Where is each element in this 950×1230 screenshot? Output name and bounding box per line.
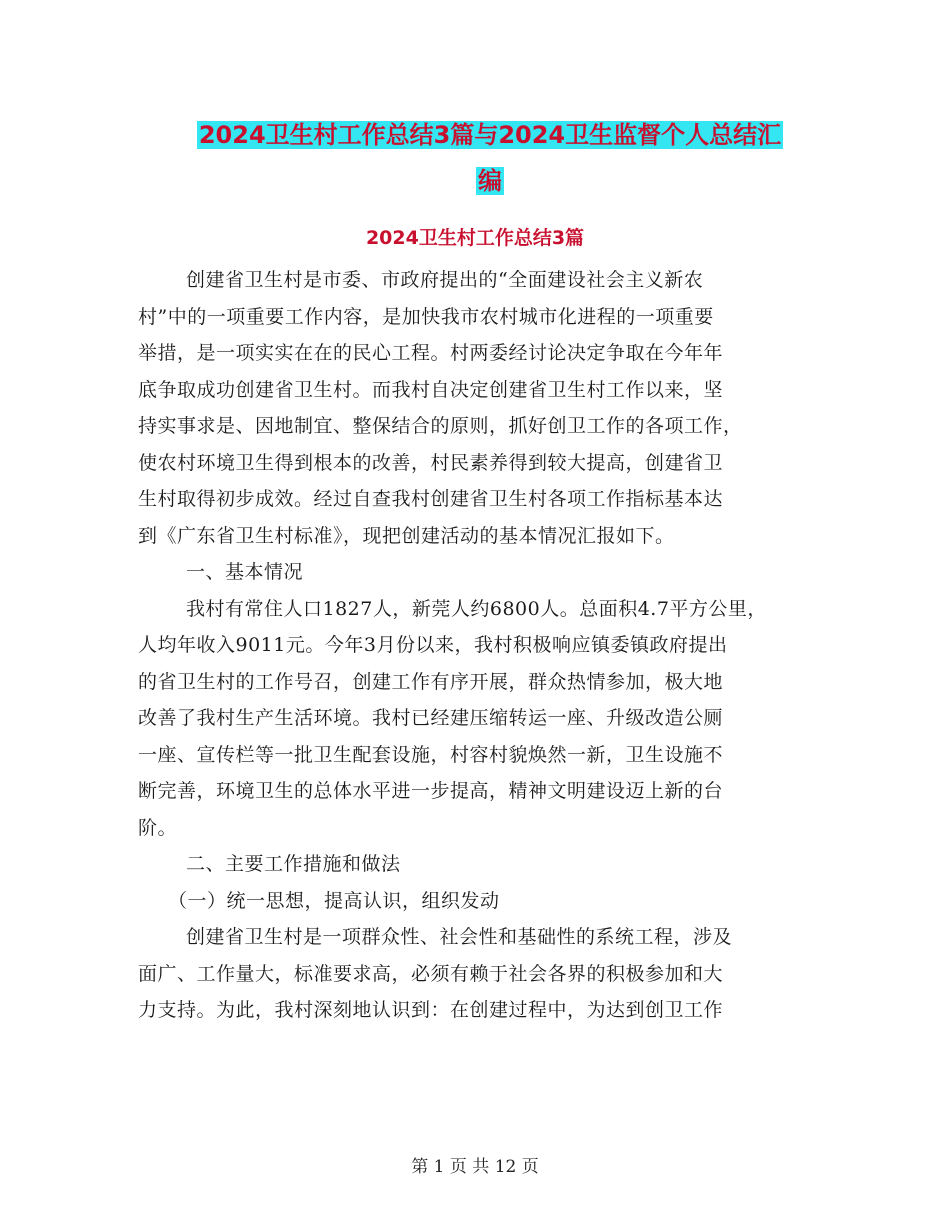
section-heading: 一、基本情况 xyxy=(186,561,304,583)
body-line: 力支持。为此，我村深刻地认识到：在创建过程中，为达到创卫工作 xyxy=(138,999,724,1021)
document-body xyxy=(138,262,818,1029)
body-line: 改善了我村生产生活环境。我村已经建压缩转运一座、升级改造公厕 xyxy=(138,707,724,729)
document-title-line-1: 2024卫生村工作总结3篇与2024卫生监督个人总结汇 xyxy=(198,121,782,149)
body-line: 面广、工作量大，标准要求高，必须有赖于社会各界的积极参加和大 xyxy=(138,962,724,985)
subsection-heading: （一）统一思想，提高认识，组织发动 xyxy=(168,889,500,912)
body-line: 断完善，环境卫生的总体水平进一步提高，精神文明建设迈上新的台 xyxy=(138,780,724,802)
body-line: 持实事求是、因地制宜、整保结合的原则，抓好创卫工作的各项工作， xyxy=(138,415,743,437)
body-line: 创建省卫生村是市委、市政府提出的“全面建设社会主义新农 xyxy=(186,269,704,291)
page-footer: 第 1 页 共 12 页 xyxy=(411,1157,539,1177)
body-line: 到《广东省卫生村标准》，现把创建活动的基本情况汇报如下。 xyxy=(138,524,675,547)
body-line: 一座、宣传栏等一批卫生配套设施，村容村貌焕然一新，卫生设施不 xyxy=(138,743,724,766)
body-line: 村”中的一项重要工作内容，是加快我市农村城市化进程的一项重要 xyxy=(138,305,714,328)
body-line: 生村取得初步成效。经过自查我村创建省卫生村各项工作指标基本达 xyxy=(138,488,724,510)
document-title-line-2: 编 xyxy=(478,167,502,195)
section-heading: 二、主要工作措施和做法 xyxy=(186,853,401,875)
body-line: 举措，是一项实实在在的民心工程。村两委经讨论决定争取在今年年 xyxy=(138,342,724,364)
body-line: 底争取成功创建省卫生村。而我村自决定创建省卫生村工作以来，坚 xyxy=(138,378,724,401)
body-line: 使农村环境卫生得到根本的改善，村民素养得到较大提高，创建省卫 xyxy=(138,451,724,474)
section-title: 2024卫生村工作总结3篇 xyxy=(365,227,585,249)
body-line: 我村有常住人口1827人，新莞人约6800人。总面积4.7平方公里， xyxy=(186,597,767,620)
body-line: 的省卫生村的工作号召，创建工作有序开展，群众热情参加，极大地 xyxy=(138,670,724,693)
document-title xyxy=(150,112,830,204)
body-line: 创建省卫生村是一项群众性、社会性和基础性的系统工程，涉及 xyxy=(186,926,733,948)
body-line: 阶。 xyxy=(138,816,178,839)
body-line: 人均年收入9011元。今年3月份以来，我村积极响应镇委镇政府提出 xyxy=(138,634,728,656)
